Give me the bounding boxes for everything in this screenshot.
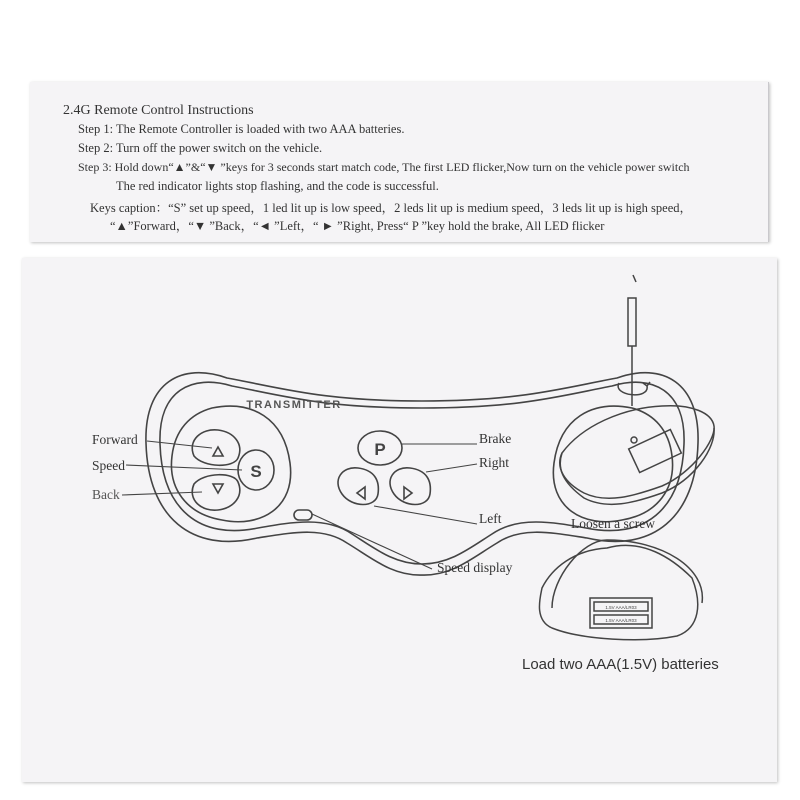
step-3-text: Step 3: Hold down“▲”&“▼ ”keys for 3 seconds start match code, The first LED flicker,Now turn on the vehicle power switch [78, 160, 690, 174]
left-button [338, 468, 378, 505]
back-leader [122, 492, 202, 495]
right-arrow-icon [404, 487, 412, 499]
brake-key-letter: P [374, 440, 386, 459]
speed-display-leader [312, 514, 432, 569]
left-label: Left [479, 511, 502, 526]
step-3-continued-text: The red indicator lights stop flashing, and the code is successful. [116, 179, 439, 193]
speed-display-led [294, 510, 312, 520]
instruction-card [30, 82, 769, 242]
diagram-card [22, 258, 777, 782]
battery-2-text: 1.5V AAA/LR03 [605, 618, 637, 623]
brake-label: Brake [479, 431, 512, 446]
forward-button [192, 430, 240, 465]
speed-display-label: Speed display [437, 560, 513, 575]
remote-battery-back [539, 545, 697, 639]
battery-caption: Load two AAA(1.5V) batteries [522, 656, 719, 673]
keys-caption-continued-text: “▲”Forward，“▼ ”Back，“◄ ”Left，“ ► ”Right, Press“ P ”key hold the brake, All LED flicker [110, 219, 605, 233]
up-arrow-icon [213, 447, 223, 456]
speed-key-letter: S [250, 462, 262, 481]
keys-caption-text: Keys caption：“S” set up speed，1 led lit up is low speed，2 leds lit up is medium speed，3 leds lit up is high speed， [90, 201, 693, 215]
left-arrow-icon [357, 487, 365, 499]
left-leader [374, 506, 477, 524]
transmitter-wordmark: TRANSMITTER [246, 399, 342, 411]
screwdriver-handle [628, 298, 636, 346]
forward-leader [147, 441, 212, 448]
back-label: Back [92, 487, 120, 502]
right-leader [426, 464, 477, 472]
forward-label: Forward [92, 432, 138, 447]
speed-label: Speed [92, 458, 125, 473]
diagram-drawing [22, 258, 777, 782]
step-2-text: Step 2: Turn off the power switch on the vehicle. [78, 141, 323, 155]
step-1-text: Step 1: The Remote Controller is loaded with two AAA batteries. [78, 122, 405, 136]
transmitter-body [146, 373, 698, 575]
loosen-screw-caption: Loosen a screw [571, 516, 655, 531]
right-label: Right [479, 455, 510, 470]
instructions-title: 2.4G Remote Control Instructions [63, 103, 254, 118]
battery-1-text: 1.5V AAA/LR03 [605, 605, 637, 610]
right-button [390, 468, 430, 505]
down-arrow-icon [213, 484, 223, 493]
